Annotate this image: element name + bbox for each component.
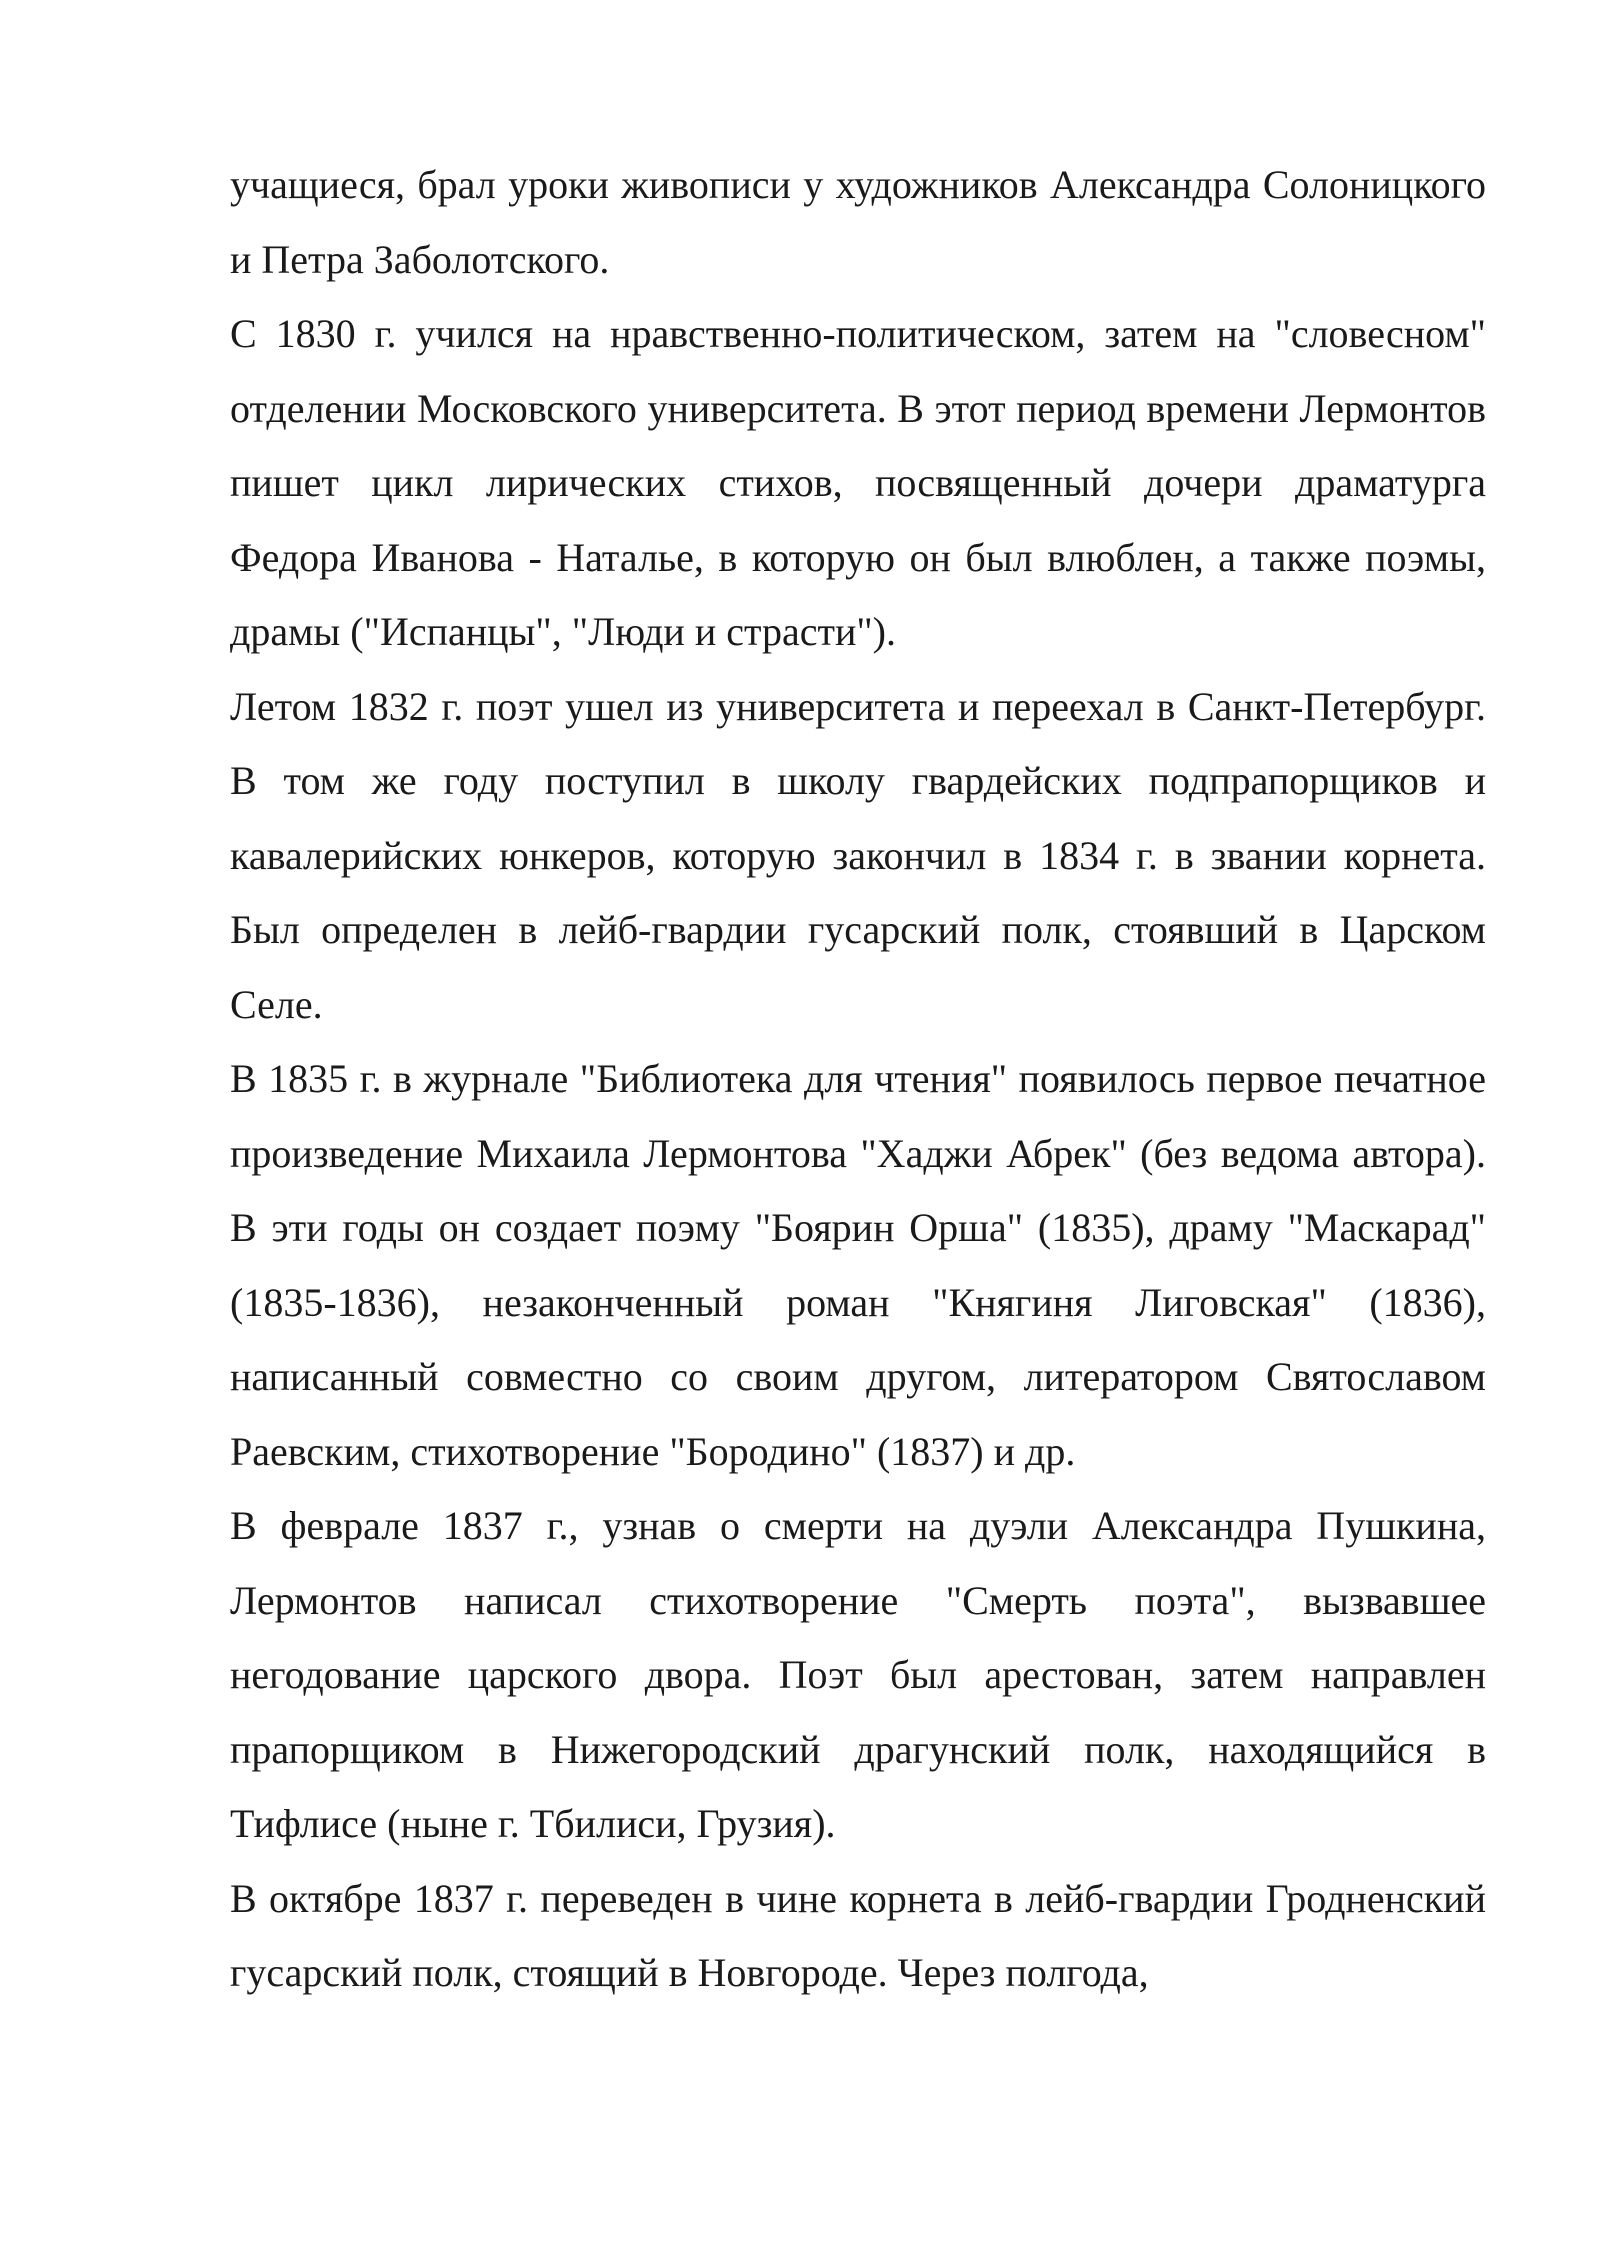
paragraph-2: С 1830 г. учился на нравственно-политическом, затем на "словесном" отделении Московского университета. В этот период времени Лермонтов пишет цикл лирических стихов, посвященный дочери драматурга Федора Иванова - Наталье, в которую он был влюблен, а также поэмы, драмы ("Испанцы", "Люди и страсти"). [230, 311, 1486, 654]
paragraph-6: В октябре 1837 г. переведен в чине корнета в лейб-гвардии Гродненский гусарский полк, стоящий в Новгороде. Через полгода, [230, 1875, 1486, 1995]
paragraph-4: В 1835 г. в журнале "Библиотека для чтения" появилось первое печатное произведение Михаила Лермонтова "Хаджи Абрек" (без ведома автора). В эти годы он создает поэму "Боярин Орша" (1835), драму "Маскарад" (1835-1836), незаконченный роман "Княгиня Лиговская" (1836), написанный совместно со своим другом, литератором Святославом Раевским, стихотворение "Бородино" (1837) и др. [230, 1056, 1486, 1474]
document-page [230, 148, 1486, 2011]
paragraph-5: В феврале 1837 г., узнав о смерти на дуэли Александра Пушкина, Лермонтов написал стихотворение "Смерть поэта", вызвавшее негодование царского двора. Поэт был арестован, затем направлен прапорщиком в Нижегородский драгунский полк, находящийся в Тифлисе (ныне г. Тбилиси, Грузия). [230, 1503, 1486, 1846]
paragraph-1: учащиеся, брал уроки живописи у художников Александра Солоницкого и Петра Заболотского. [230, 162, 1486, 282]
paragraph-3: Летом 1832 г. поэт ушел из университета и переехал в Санкт-Петербург. В том же году поступил в школу гвардейских подпрапорщиков и кавалерийских юнкеров, которую закончил в 1834 г. в звании корнета. Был определен в лейб-гвардии гусарский полк, стоявший в Царском Селе. [230, 683, 1486, 1027]
